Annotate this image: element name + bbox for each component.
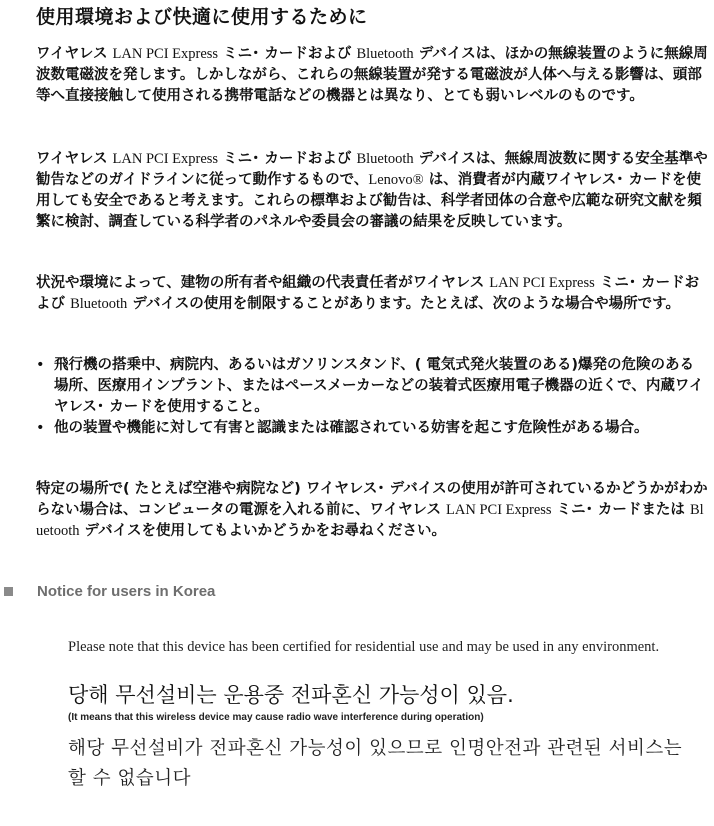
restriction-list: [36, 355, 708, 439]
list-item-text: 他の装置や機能に対して有害と認識または確認されている妨害を起こす危険性がある場合。: [54, 420, 649, 436]
paragraph-text: 状況や環境によって、建物の所有者や組織の代表責任者がワイヤレス: [36, 275, 490, 291]
page-title: 使用環境および快適に使用するために: [36, 6, 368, 28]
paragraph-text: デバイスは、ほかの無線装置のように無線周波数電磁波を発します。しかしながら、これらの無線装置が発する電磁波が人体へ与える影響は、頭部等へ直接接触して使用される携帯電話などの機器とは異なり、とても弱いレベルのものです。: [36, 46, 708, 104]
term-lan-pci-express: LAN PCI Express: [112, 46, 219, 62]
korea-statement-large: 당해 무선설비는 운용중 전파혼신 가능성이 있음.: [68, 683, 514, 707]
bullet-marker: •: [36, 420, 45, 436]
square-bullet-icon: [4, 587, 13, 596]
paragraph-text: デバイスを使用してもよいかどうかをお尋ねください。: [79, 523, 447, 539]
bullet-marker: •: [36, 357, 45, 373]
list-item: [36, 418, 708, 439]
paragraph-text: ミニ･ カードまたは: [551, 502, 690, 518]
list-item: [36, 355, 708, 418]
term-lenovo: Lenovo®: [368, 172, 424, 188]
term-lan-pci-express: LAN PCI Express: [112, 151, 219, 167]
term-bluetooth: Bluetooth: [356, 151, 414, 167]
korea-statement-body: 해당 무선설비가 전파혼신 가능성이 있으므로 인명안전과 관련된 서비스는 할 수 없습니다: [68, 738, 683, 789]
paragraph-wireless-emissions: [36, 44, 708, 107]
paragraph-text: ミニ･ カードおよび: [218, 151, 357, 167]
paragraph-safety-standards: [36, 149, 708, 233]
paragraph-ask-permission: [36, 479, 708, 542]
term-lan-pci-express: LAN PCI Express: [446, 502, 552, 518]
korea-statement-translation: (It means that this wireless device may cause radio wave interference during operation): [68, 712, 484, 723]
korea-english-note: Please note that this device has been certified for residential use and may be used in any environment.: [68, 639, 660, 655]
paragraph-text: ミニ･ カードおよび: [36, 275, 700, 312]
list-item-text: 飛行機の搭乗中、病院内、あるいはガソリンスタンド、( 電気式発火装置のある)爆発の危険のある場所、医療用インプラント、またはペースメーカーなどの装着式医療用電子機器の近くで、内蔵ワイヤレス･ カードを使用すること。: [54, 357, 704, 415]
term-bluetooth: Bluetooth: [36, 502, 704, 539]
paragraph-text: デバイスの使用を制限することがあります。たとえば、次のような場合や場所です。: [127, 296, 680, 312]
paragraph-text: は、消費者が内蔵ワイヤレス･ カードを使用しても安全であると考えます。これらの標準および勧告は、科学者団体の合意や広範な研究文献を頻繁に検討、調査している科学者のパネルや委員会の審議の結果を反映しています。: [36, 172, 702, 230]
term-bluetooth: Bluetooth: [356, 46, 414, 62]
paragraph-text: ワイヤレス: [36, 151, 113, 167]
term-bluetooth: Bluetooth: [70, 296, 128, 312]
paragraph-usage-restrictions: [36, 273, 708, 315]
paragraph-text: ミニ･ カードおよび: [218, 46, 357, 62]
paragraph-text: デバイスは、無線周波数に関する安全基準や勧告などのガイドラインに従って動作するもので、: [36, 151, 708, 188]
term-lan-pci-express: LAN PCI Express: [489, 275, 595, 291]
section-heading-text: Notice for users in Korea: [37, 583, 216, 600]
paragraph-text: 特定の場所で( たとえば空港や病院など) ワイヤレス･ デバイスの使用が許可されているかどうかがわからない場合は、コンピュータの電源を入れる前に、ワイヤレス: [36, 481, 708, 518]
korea-section-heading: [4, 583, 215, 600]
paragraph-text: ワイヤレス: [36, 46, 113, 62]
